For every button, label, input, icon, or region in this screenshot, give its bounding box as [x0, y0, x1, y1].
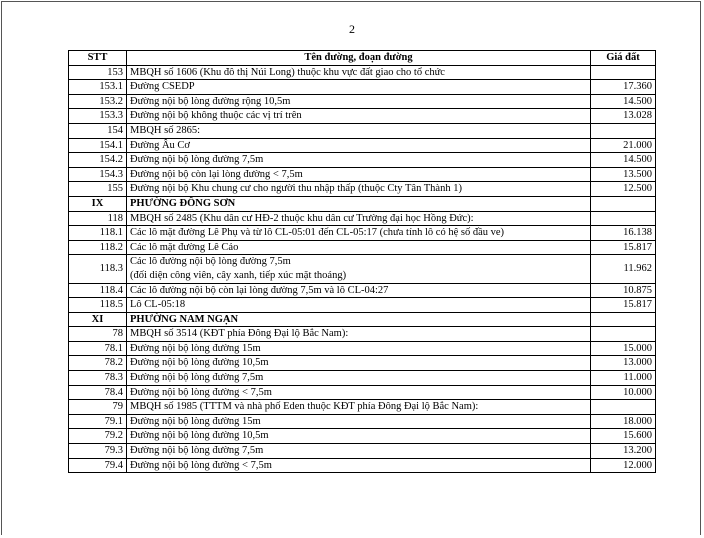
cell-name: PHƯỜNG ĐÔNG SƠN [127, 196, 591, 211]
table-row [69, 80, 656, 95]
cell-name: MBQH số 2865: [127, 123, 591, 138]
cell-price: 15.600 [591, 429, 656, 444]
cell-stt: 153.2 [69, 94, 127, 109]
table-row [69, 444, 656, 459]
cell-name: Đường nội bộ lòng đường rộng 10,5m [127, 94, 591, 109]
header-price: Giá đất [591, 51, 656, 66]
cell-stt: 118.5 [69, 298, 127, 313]
cell-stt: 118.1 [69, 226, 127, 241]
table-row [69, 341, 656, 356]
table-row [69, 429, 656, 444]
table-row [69, 371, 656, 386]
table-row [69, 153, 656, 168]
cell-name: Đường nội bộ còn lại lòng đường < 7,5m [127, 167, 591, 182]
table-row [69, 255, 656, 283]
table-row [69, 356, 656, 371]
cell-stt: 118 [69, 211, 127, 226]
table-row [69, 167, 656, 182]
cell-price: 12.000 [591, 458, 656, 473]
cell-stt: 154 [69, 123, 127, 138]
cell-name: Đường nội bộ lòng đường 15m [127, 414, 591, 429]
table-row [69, 211, 656, 226]
cell-name-line-1: Các lô đường nội bộ lòng đường 7,5m [130, 256, 291, 268]
cell-price: 15.817 [591, 298, 656, 313]
table-row [69, 414, 656, 429]
table-row [69, 182, 656, 197]
cell-stt: 79.1 [69, 414, 127, 429]
cell-stt: 78.3 [69, 371, 127, 386]
cell-stt: 78.4 [69, 385, 127, 400]
cell-price: 11.962 [591, 255, 656, 283]
header-name: Tên đường, đoạn đường [127, 51, 591, 66]
cell-price: 13.000 [591, 356, 656, 371]
table-row [69, 65, 656, 80]
cell-price: 15.817 [591, 240, 656, 255]
cell-name: Đường nội bộ không thuộc các vị trí trên [127, 109, 591, 124]
cell-price [591, 65, 656, 80]
cell-price: 18.000 [591, 414, 656, 429]
cell-stt: 118.3 [69, 255, 127, 283]
cell-price [591, 400, 656, 415]
cell-stt: 78 [69, 327, 127, 342]
cell-stt: 79.3 [69, 444, 127, 459]
table-row [69, 298, 656, 313]
table-row [69, 385, 656, 400]
cell-price [591, 123, 656, 138]
cell-name: Đường nội bộ lòng đường 10,5m [127, 356, 591, 371]
cell-stt: 153 [69, 65, 127, 80]
cell-price: 12.500 [591, 182, 656, 197]
cell-stt: 153.3 [69, 109, 127, 124]
cell-name: MBQH số 1606 (Khu đô thị Núi Long) thuộc khu vực đất giao cho tổ chức [127, 65, 591, 80]
cell-price: 11.000 [591, 371, 656, 386]
table-row [69, 109, 656, 124]
cell-price: 13.500 [591, 167, 656, 182]
cell-name: MBQH số 1985 (TTTM và nhà phố Eden thuộc KĐT phía Đông Đại lộ Bắc Nam): [127, 400, 591, 415]
cell-name: Đường nội bộ lòng đường 7,5m [127, 371, 591, 386]
cell-price: 13.200 [591, 444, 656, 459]
cell-name: MBQH số 3514 (KĐT phía Đông Đại lộ Bắc Nam): [127, 327, 591, 342]
cell-stt: 78.2 [69, 356, 127, 371]
cell-stt: 79 [69, 400, 127, 415]
table-body [69, 65, 656, 473]
cell-stt: XI [69, 312, 127, 327]
header-stt: STT [69, 51, 127, 66]
cell-name [127, 255, 591, 283]
table-row [69, 458, 656, 473]
page-number: 2 [349, 22, 355, 36]
cell-stt: 154.1 [69, 138, 127, 153]
cell-price: 21.000 [591, 138, 656, 153]
cell-price: 10.000 [591, 385, 656, 400]
cell-name: MBQH số 2485 (Khu dân cư HĐ-2 thuộc khu dân cư Trường đại học Hồng Đức): [127, 211, 591, 226]
table-header-row [69, 51, 656, 66]
cell-name: Các lô mặt đường Lê Phụ và từ lô CL-05:01 đến CL-05:17 (chưa tính lô có hệ số đầu ve) [127, 226, 591, 241]
table-row [69, 138, 656, 153]
cell-price: 14.500 [591, 153, 656, 168]
cell-price: 17.360 [591, 80, 656, 95]
cell-name: Đường nội bộ lòng đường 15m [127, 341, 591, 356]
cell-price [591, 211, 656, 226]
table-row [69, 240, 656, 255]
cell-stt: 118.2 [69, 240, 127, 255]
section-row [69, 196, 656, 211]
cell-name: Đường Âu Cơ [127, 138, 591, 153]
cell-price: 13.028 [591, 109, 656, 124]
cell-stt: 154.2 [69, 153, 127, 168]
cell-stt: 153.1 [69, 80, 127, 95]
cell-price: 15.000 [591, 341, 656, 356]
table-row [69, 94, 656, 109]
cell-stt: 155 [69, 182, 127, 197]
cell-name: Lô CL-05:18 [127, 298, 591, 313]
cell-stt: 118.4 [69, 283, 127, 298]
cell-name: Đường CSEDP [127, 80, 591, 95]
table-row [69, 123, 656, 138]
cell-name: Các lô mặt đường Lê Cảo [127, 240, 591, 255]
cell-price [591, 196, 656, 211]
cell-name: Đường nội bộ lòng đường 7,5m [127, 153, 591, 168]
table-row [69, 327, 656, 342]
cell-name: Đường nội bộ lòng đường < 7,5m [127, 458, 591, 473]
cell-price: 14.500 [591, 94, 656, 109]
cell-stt: 79.2 [69, 429, 127, 444]
section-row [69, 312, 656, 327]
cell-name-line-2: (đối diện công viên, cây xanh, tiếp xúc mặt thoáng) [130, 269, 347, 281]
cell-name: Các lô đường nội bộ còn lại lòng đường 7,5m và lô CL-04:27 [127, 283, 591, 298]
cell-stt: IX [69, 196, 127, 211]
cell-stt: 78.1 [69, 341, 127, 356]
cell-price [591, 327, 656, 342]
cell-name: PHƯỜNG NAM NGẠN [127, 312, 591, 327]
cell-price: 16.138 [591, 226, 656, 241]
cell-price: 10.875 [591, 283, 656, 298]
table-row [69, 400, 656, 415]
cell-stt: 79.4 [69, 458, 127, 473]
cell-name: Đường nội bộ lòng đường 10,5m [127, 429, 591, 444]
cell-price [591, 312, 656, 327]
cell-name: Đường nội bộ lòng đường 7,5m [127, 444, 591, 459]
cell-name: Đường nội bộ lòng đường < 7,5m [127, 385, 591, 400]
table-row [69, 226, 656, 241]
land-price-table [68, 50, 656, 473]
cell-stt: 154.3 [69, 167, 127, 182]
table-row [69, 283, 656, 298]
cell-name: Đường nội bộ Khu chung cư cho người thu nhập thấp (thuộc Cty Tân Thành 1) [127, 182, 591, 197]
